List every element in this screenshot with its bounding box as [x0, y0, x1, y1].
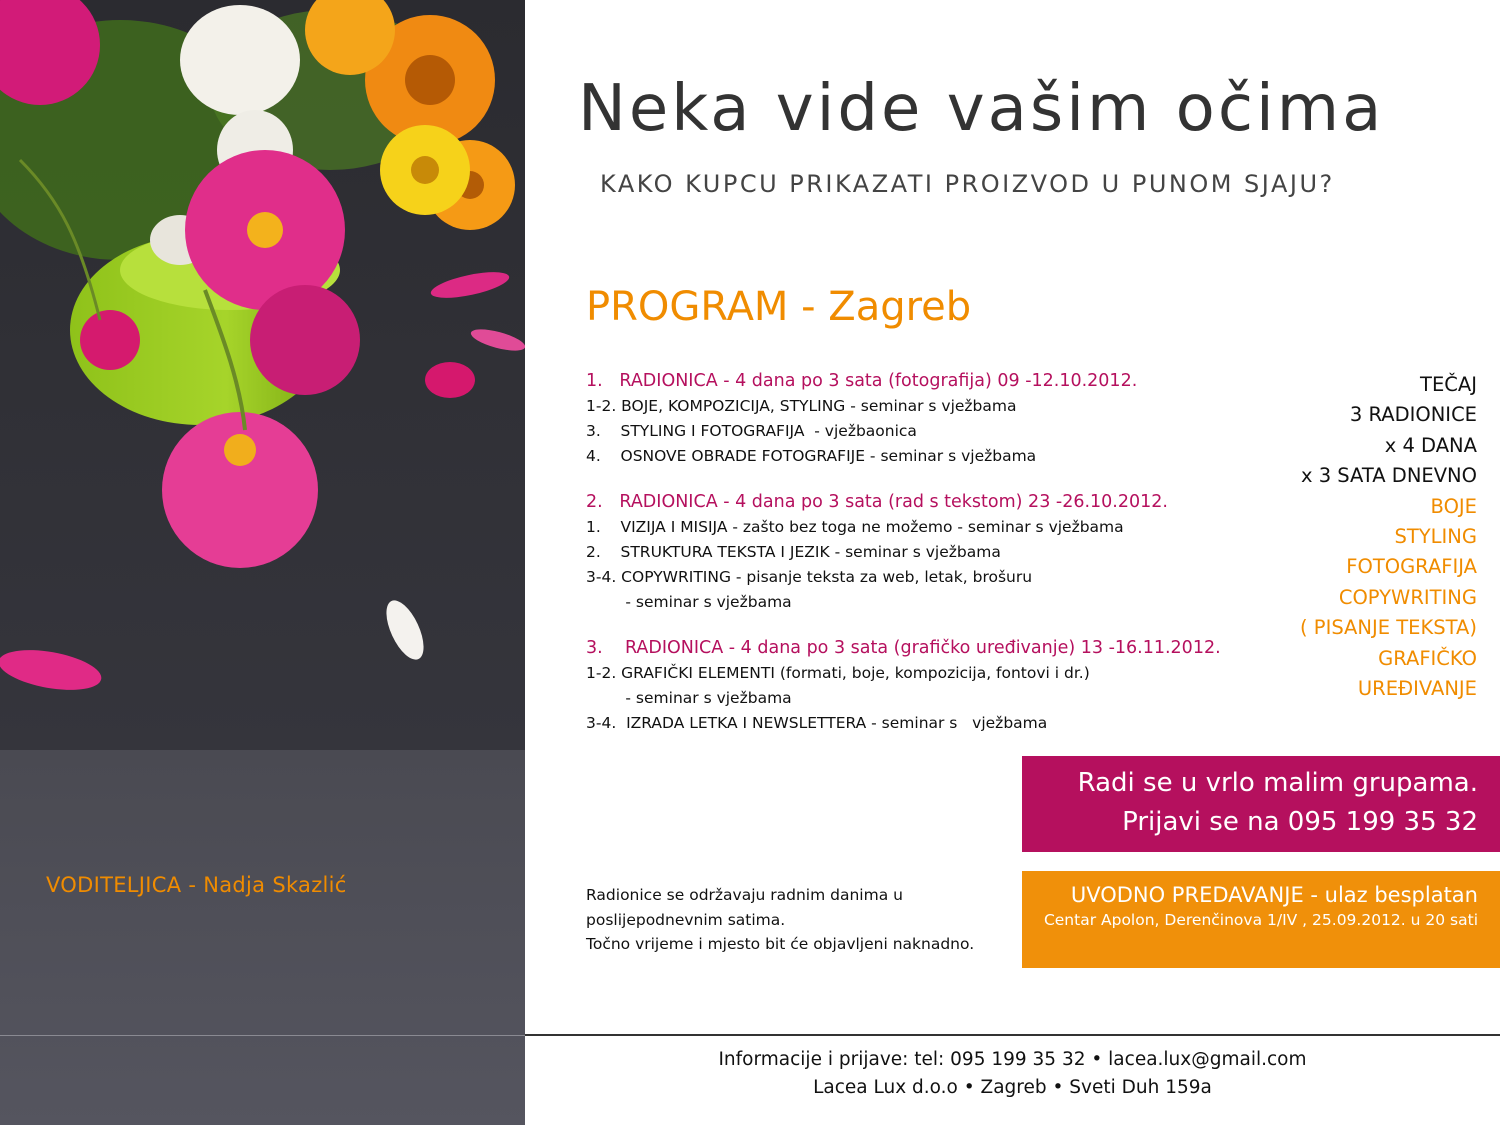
left-divider [0, 1035, 525, 1036]
workshop-item: 4. OSNOVE OBRADE FOTOGRAFIJE - seminar s vježbama [586, 447, 1037, 465]
workshop-item: 3-4. IZRADA LETKA I NEWSLETTERA - seminar s vježbama [586, 714, 1048, 732]
intro-lecture-banner [1022, 871, 1500, 968]
summary-topic: ( PISANJE TEKSTA) [1300, 616, 1477, 640]
signup-banner [1022, 756, 1500, 852]
left-panel [0, 0, 525, 1125]
main-title: Neka vide vašim očima [578, 72, 1385, 146]
workshop-section [586, 368, 1286, 469]
summary-line: 3 RADIONICE [1349, 403, 1477, 427]
summary-topic: FOTOGRAFIJA [1346, 555, 1477, 579]
workshop-item: - seminar s vježbama [586, 689, 792, 707]
workshop-item: 1-2. BOJE, KOMPOZICIJA, STYLING - seminar s vježbama [586, 397, 1017, 415]
schedule-note [586, 883, 1016, 957]
workshop-item: 1. VIZIJA I MISIJA - zašto bez toga ne možemo - seminar s vježbama [586, 518, 1124, 536]
program-title: PROGRAM - Zagreb [586, 284, 972, 330]
workshop-item: 3. STYLING I FOTOGRAFIJA - vježbaonica [586, 422, 917, 440]
note-line: Točno vrijeme i mjesto bit će objavljeni naknadno. [586, 935, 975, 953]
workshop-section [586, 489, 1286, 615]
intro-lecture-title: UVODNO PREDAVANJE - ulaz besplatan [1070, 883, 1478, 907]
summary-line: x 4 DANA [1384, 433, 1477, 457]
summary-topic: UREĐIVANJE [1357, 677, 1477, 701]
footer-divider [525, 1034, 1500, 1036]
intro-lecture-location: Centar Apolon, Derenčinova 1/IV , 25.09.2012. u 20 sati [1043, 911, 1478, 929]
subtitle: KAKO KUPCU PRIKAZATI PROIZVOD U PUNOM SJAJU? [600, 170, 1335, 198]
signup-line-groups: Radi se u vrlo malim grupama. [1077, 768, 1478, 798]
workshop-item: 3-4. COPYWRITING - pisanje teksta za web, letak, brošuru [586, 568, 1033, 586]
note-line: Radionice se održavaju radnim danima u [586, 886, 903, 904]
footer-address: Lacea Lux d.o.o • Zagreb • Sveti Duh 159a [813, 1077, 1212, 1098]
workshop-heading: 1. RADIONICA - 4 dana po 3 sata (fotografija) 09 -12.10.2012. [586, 371, 1138, 391]
workshop-item: 2. STRUKTURA TEKSTA I JEZIK - seminar s vježbama [586, 543, 1001, 561]
summary-topic: STYLING [1394, 525, 1477, 549]
summary-line: TEČAJ [1420, 373, 1477, 396]
workshop-item: - seminar s vježbama [586, 593, 792, 611]
flower-bouquet-illustration [0, 0, 525, 750]
summary-topic: BOJE [1430, 494, 1477, 518]
flower-photo [0, 0, 525, 750]
left-lower-panel [0, 750, 525, 1125]
summary-topic: COPYWRITING [1338, 585, 1477, 609]
workshop-section [586, 635, 1286, 736]
note-line: poslijepodnevnim satima. [586, 910, 786, 929]
workshop-heading: 3. RADIONICA - 4 dana po 3 sata (grafičko uređivanje) 13 -16.11.2012. [586, 638, 1221, 658]
workshop-item: 1-2. GRAFIČKI ELEMENTI (formati, boje, kompozicija, fontovi i dr.) [586, 664, 1090, 682]
workshop-heading: 2. RADIONICA - 4 dana po 3 sata (rad s tekstom) 23 -26.10.2012. [586, 492, 1168, 512]
footer-contact: Informacije i prijave: tel: 095 199 35 32 • lacea.lux@gmail.com [718, 1049, 1307, 1070]
footer [525, 1046, 1500, 1102]
course-summary [1300, 370, 1477, 704]
signup-line-phone: Prijavi se na 095 199 35 32 [1122, 807, 1478, 837]
summary-topic: GRAFIČKO [1378, 646, 1477, 670]
instructor-label: VODITELJICA - Nadja Skazlić [46, 873, 347, 897]
summary-line: x 3 SATA DNEVNO [1300, 464, 1477, 488]
program-list [586, 368, 1286, 756]
